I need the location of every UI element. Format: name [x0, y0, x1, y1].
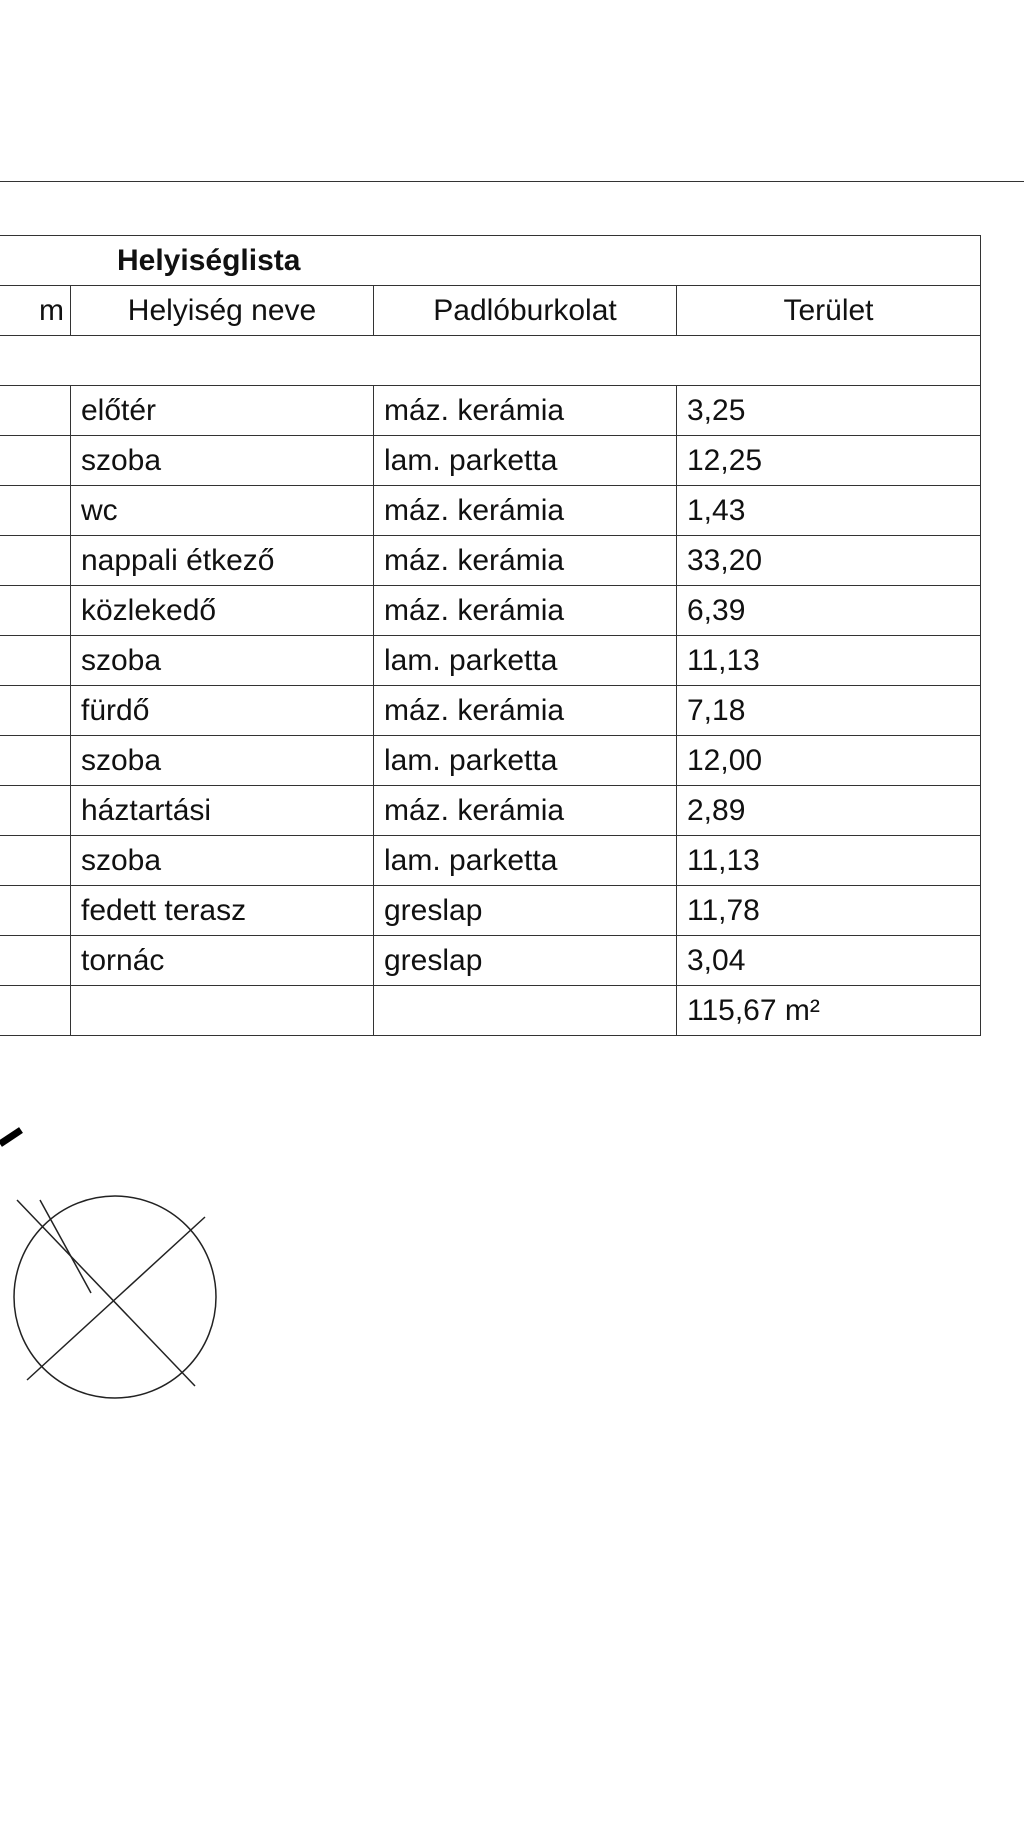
floor-covering-cell: lam. parketta — [374, 736, 677, 786]
floor-covering-cell: máz. kerámia — [374, 686, 677, 736]
table-row — [0, 386, 981, 436]
room-list-table — [0, 235, 981, 1036]
total-empty-cell — [0, 986, 71, 1036]
column-header-number: m — [0, 286, 71, 336]
area-cell: 3,25 — [677, 386, 981, 436]
table-title-row — [0, 236, 981, 286]
column-header-floor-covering: Padlóburkolat — [374, 286, 677, 336]
row-number-cell — [0, 936, 71, 986]
table-row — [0, 686, 981, 736]
floor-covering-cell: máz. kerámia — [374, 486, 677, 536]
table-header-row — [0, 286, 981, 336]
floor-covering-cell: lam. parketta — [374, 636, 677, 686]
row-number-cell — [0, 436, 71, 486]
area-cell: 11,78 — [677, 886, 981, 936]
row-number-cell — [0, 836, 71, 886]
table-row — [0, 836, 981, 886]
table-row — [0, 536, 981, 586]
row-number-cell — [0, 886, 71, 936]
row-number-cell — [0, 586, 71, 636]
area-cell: 1,43 — [677, 486, 981, 536]
area-cell: 12,25 — [677, 436, 981, 486]
header-divider — [0, 181, 1024, 182]
north-arrow-pointer — [0, 1130, 21, 1144]
room-name-cell: közlekedő — [71, 586, 374, 636]
north-arrow-cross-line — [17, 1200, 195, 1386]
total-empty-cell — [71, 986, 374, 1036]
row-number-cell — [0, 636, 71, 686]
table-row — [0, 486, 981, 536]
room-name-cell: szoba — [71, 436, 374, 486]
room-name-cell: fedett terasz — [71, 886, 374, 936]
column-header-area: Terület — [677, 286, 981, 336]
spacer-row — [0, 336, 981, 386]
room-name-cell: fürdő — [71, 686, 374, 736]
row-number-cell — [0, 536, 71, 586]
row-number-cell — [0, 486, 71, 536]
north-arrow-symbol — [0, 1120, 240, 1420]
room-name-cell: nappali étkező — [71, 536, 374, 586]
row-number-cell — [0, 386, 71, 436]
table-row — [0, 936, 981, 986]
floor-covering-cell: lam. parketta — [374, 436, 677, 486]
area-cell: 3,04 — [677, 936, 981, 986]
floor-covering-cell: lam. parketta — [374, 836, 677, 886]
area-cell: 6,39 — [677, 586, 981, 636]
floor-covering-cell: máz. kerámia — [374, 536, 677, 586]
table-total-row — [0, 986, 981, 1036]
room-name-cell: előtér — [71, 386, 374, 436]
column-header-room-name: Helyiség neve — [71, 286, 374, 336]
area-cell: 11,13 — [677, 636, 981, 686]
row-number-cell — [0, 786, 71, 836]
north-arrow-marker-line — [40, 1200, 91, 1293]
area-cell: 7,18 — [677, 686, 981, 736]
room-name-cell: szoba — [71, 636, 374, 686]
spacer-cell — [0, 336, 71, 386]
table-title: Helyiséglista — [0, 236, 981, 286]
area-cell: 33,20 — [677, 536, 981, 586]
table-row — [0, 636, 981, 686]
table-row — [0, 786, 981, 836]
area-cell: 11,13 — [677, 836, 981, 886]
north-arrow-cross-line — [27, 1217, 205, 1380]
table-row — [0, 586, 981, 636]
room-name-cell: tornác — [71, 936, 374, 986]
total-area-cell: 115,67 m² — [677, 986, 981, 1036]
table-row — [0, 736, 981, 786]
floor-covering-cell: máz. kerámia — [374, 386, 677, 436]
floor-covering-cell: máz. kerámia — [374, 586, 677, 636]
room-name-cell: wc — [71, 486, 374, 536]
table-row — [0, 886, 981, 936]
floor-covering-cell: greslap — [374, 886, 677, 936]
table-row — [0, 436, 981, 486]
floor-covering-cell: greslap — [374, 936, 677, 986]
room-name-cell: háztartási — [71, 786, 374, 836]
area-cell: 2,89 — [677, 786, 981, 836]
north-arrow-circle — [14, 1196, 216, 1398]
room-name-cell: szoba — [71, 736, 374, 786]
row-number-cell — [0, 686, 71, 736]
total-empty-cell — [374, 986, 677, 1036]
spacer-cell — [71, 336, 981, 386]
room-name-cell: szoba — [71, 836, 374, 886]
row-number-cell — [0, 736, 71, 786]
floor-covering-cell: máz. kerámia — [374, 786, 677, 836]
area-cell: 12,00 — [677, 736, 981, 786]
